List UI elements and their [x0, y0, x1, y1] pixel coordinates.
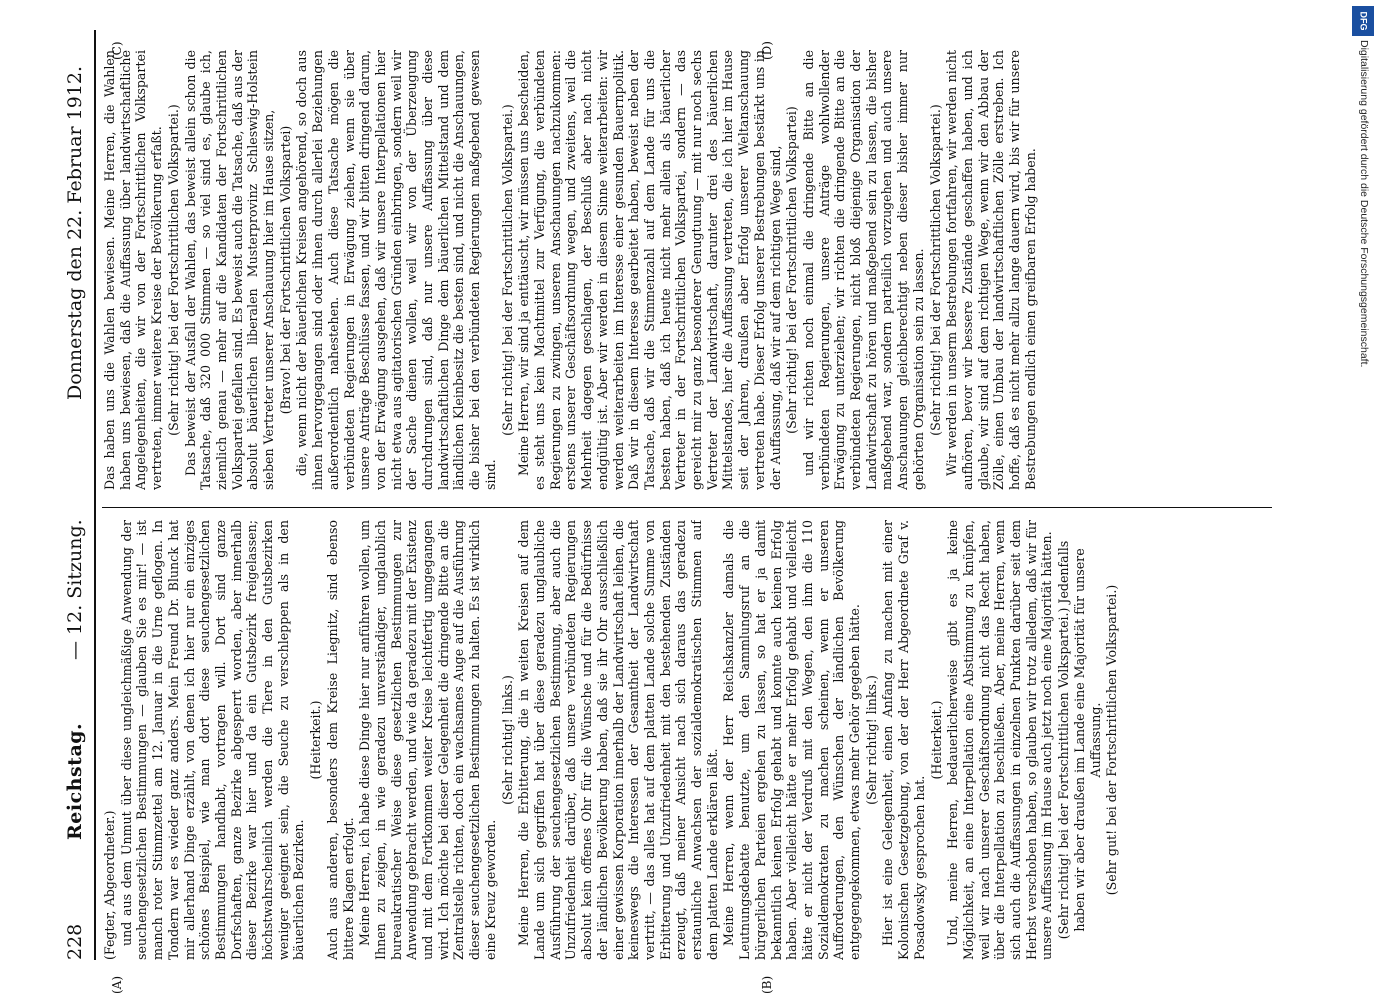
left-column-paragraph: Meine Herren, wenn der Herr Reichskanzler damals die Leutnungsdebatte benutzte, um den Sammlungsruf an die bürgerlichen Parteien ergehen zu lassen, so hat er ja damit bekanntlich keinen Erfolg gehabt und konnte auch keinen Erfolg haben. Aber vielleicht hätte er mehr Erfolg gehabt und vielleicht hätte er nicht der Verdruß mit den Wegen, den ihm die 110 Sozialdemokraten zu machen scheinen, wenn er unseren Aufforderungen, den Wünschen der ländlichen Bevölkerung entgegengekommen, etwas mehr Gehör gegeben hätte.: [721, 520, 863, 960]
left-column-paragraph: Auch aus anderen, besonders dem Kreise Liegnitz, sind ebenso bittere Klagen erfolgt.: [324, 520, 356, 960]
right-column-paragraph: und wir richten noch einmal die dringende Bitte an die verbündeten Regierungen, unsere Anträge wohlwollender Erwägung zu unterziehen; wir richten die dringende Bitte an die verbündeten Regierungen, nicht bloß diejenige Organisation der Landwirtschaft zu hören und maßgebend sein zu lassen, die bisher maßgebend war, sondern parteilich vorzugehen und auch unsere Anschauungen gleichberechtigt neben dieser bisher immer nur gehörten Organisation sein zu lassen.: [800, 50, 926, 490]
left-column-paragraph: (Sehr richtig! bei der Fortschrittlichen Volkspartei.) Jedenfalls haben wir aber draußen im Lande eine Majorität für unsere Auffassung.: [1056, 540, 1103, 940]
right-column-paragraph: Meine Herren, wir sind ja enttäuscht, wir müssen uns bescheiden, es steht uns kein Machtmittel zur Verfügung, die verbündeten Regierungen zu zwingen, unseren Anschauungen nachzukommen: erstens unserer Geschäftsordnung wegen, und zweitens, weil die Mehrheit dagegen geschlagen, der Beschluß aber nach nicht endgültig ist. Aber wir werden in diesem Sinne weiterarbeiten: wir werden weiterarbeiten im Interesse einer gesunden Bauernpolitik. Daß wir in diesem Interesse gearbeitet haben, beweist neben der Tatsache, daß wir die Stimmenzahl auf dem Lande für uns die besten haben, daß ich heute nicht mehr allein als bäuerlicher Vertreter in der Fortschrittlichen Volkspartei, sondern — das gereicht mir zu ganz besonderer Genugtuung — mit nur noch sechs Vertreter der Landwirtschaft, darunter drei des bäuerlichen Mittelstandes, hier die Auffassung vertreten, die ich hier im Hause seit der Jahren, draußen aber Erfolg unserer Weltanschauung vertreten habe. Dieser Erfolg unserer Bestrebungen bestärkt uns in der Auffassung, daß wir auf dem richtigen Wege sind,: [516, 50, 783, 490]
dfg-logo-icon: DFG: [1352, 6, 1374, 36]
column-divider: [102, 507, 1272, 508]
left-column-paragraph: Hier ist eine Gelegenheit, einen Anfang zu machen mit einer Kolonischen Gesetzgebung, von der der Herr Abgeordnete Graf v. Posadowsky gesprochen hat.: [880, 520, 927, 960]
left-column-paragraph: (Sehr gut! bei der Fortschrittlichen Volkspartei.): [1104, 584, 1120, 896]
right-column-paragraph: (Sehr richtig! bei der Fortschrittlichen Volkspartei.): [499, 104, 515, 436]
margin-marker-c: (C): [110, 41, 124, 60]
left-column-paragraph: Und, meine Herren, bedauerlicherweise gibt es ja keine Möglichkeit, an eine Interpellation eine Abstimmung zu knüpfen, weil wir nach unserer Geschäftsordnung nicht das Recht haben, über die Interpellation zu beschließen. Aber, meine Herren, wenn sich auch die Auffassungen in einzelnen Punkten darüber seit dem Herbst verschoben haben, so glauben wir trotz alledem, daß wir für unsere Auffassung im Hause auch jetzt noch eine Majorität hätten.: [945, 520, 1055, 960]
margin-marker-a: (A): [110, 975, 124, 994]
page-number: 228: [64, 923, 86, 960]
rotated-text-block: [60, 30, 1330, 994]
right-column-paragraph: (Sehr richtig! bei der Fortschrittlichen Volkspartei.): [927, 104, 943, 436]
right-column-paragraph: (Sehr richtig! bei der Fortschrittlichen Volkspartei.): [165, 104, 181, 436]
left-column-paragraph: Meine Herren, die Erbitterung, die in weiten Kreisen auf dem Lande um sich gegriffen hat über diese geradezu unglaubliche Ausführung der seuchengesetzlichen Bestimmung, aber auch die Unzufriedenheit darüber, daß unsere verbündeten Regierungen absolut kein offenes Ohr für die Wünsche und für die Bedürfnisse der ländlichen Bevölkerung haben, daß sie ihr Ohr ausschließlich einer gewissen Korporation innerhalb der Landwirtschaft leihen, die keineswegs die Interessen der Gesamtheit der Landwirtschaft vertritt, — das alles hat auf dem platten Lande solche Summe von Erbitterung und Unzufriedenheit mit den bestehenden Zuständen erzeugt, daß meiner Ansicht nach sich daraus das geradezu erstaunliche Anwachsen der sozialdemokratischen Stimmen auf dem platten Lande erklären läßt.: [516, 520, 720, 960]
left-column-paragraph: Meine Herren, ich habe diese Dinge hier nur anführen wollen, um Ihnen zu zeigen, in wie geradezu unverständiger, unglaublich bureaukratischer Weise diese gesetzlichen Bestimmungen zur Anwendung gebracht werden, und wie da geradezu mit der Existenz und mit dem Fortkommen weiter Kreise leichtfertig umgegangen wird. Ich möchte bei dieser Gelegenheit die dringende Bitte an die Zentralstelle richten, doch ein wachsames Auge auf die Ausführung dieser seuchengesetzlichen Bestimmungen zu halten. Es ist wirklich eine Kreuz geworden.: [357, 520, 498, 960]
publication-title: Reichstag.: [64, 722, 86, 840]
right-column-paragraph: Wir werden in unserm Bestrebungen fortfahren, wir werden nicht aufhören, bevor wir bessere Zustände geschaffen haben, und ich glaube, wir sind auf dem richtigen Wege, wenn wir den Abbau der Zölle, einen Umbau der landwirtschaftlichen Zölle erstreben. Ich hoffe, daß es nicht mehr allzu lange dauern wird, bis wir für unsere Bestrebungen endlich einen greifbaren Erfolg haben.: [944, 50, 1038, 490]
right-column-paragraph: (Sehr richtig! bei der Fortschrittlichen Volkspartei): [784, 106, 800, 434]
left-column-paragraph: (Fegter, Abgeordneter.): [102, 810, 117, 960]
left-column-paragraph: (Heiterkeit.): [928, 700, 944, 780]
margin-marker-b: (B): [760, 975, 774, 994]
left-column-paragraph: und aus dem Unmut über diese ungleichmäßige Anwendung der seuchengesetzlichen Bestimmungen — glauben Sie es mir! — ist manch roter Stimmzettel am 12. Januar in die Urne geflogen. In Tondern war es wieder ganz anders. Mein Freund Dr. Blunck hat mir allerhand Dinge erzählt, von denen ich hier nur ein einziges schönes Beispiel, wie man dort diese seuchengesetzlichen Bestimmungen handhabt, vortragen will. Dort sind ganze Dorfschaften, ganze Bezirke abgesperrt worden, aber innerhalb dieser Bezirke war hier und da ein Gutsbezirk freigelassen; höchstwahrscheinlich werden die Tiere in den Gutsbezirken weniger geeignet sein, die Seuche zu verschleppen als in den bäuerlichen Bezirken.: [118, 520, 307, 960]
right-column-paragraph: die, wenn nicht der bäuerlichen Kreisen angehörend, so doch aus ihnen hervorgegangen sind oder ihnen durch allerlei Beziehungen außerordentlich nahestehen. Auch diese Tatsache mögen die verbündeten Regierungen in Erwägung ziehen, wenn sie über unsere Anträge Beschlüsse fassen, und wir bitten dringend darum, von der Erwägung ausgehen, daß wir unsere Interpellationen hier nicht etwa aus agitatorischen Gründen einbringen, sondern weil wir der Sache dienen wollen, weil wir von der Überzeugung durchdrungen sind, daß nur unsere Auffassung über diese landwirtschaftlichen Dinge dem bäuerlichen Mittelstand und dem ländlichen Kleinbesitz die besten sind, und nicht die Anschauungen, die bisher bei den verbündeten Regierungen maßgebend gewesen sind.: [294, 50, 498, 490]
text-column-right: [102, 50, 1312, 490]
session-date: Donnerstag den 22. Februar 1912.: [64, 65, 86, 400]
session-label: — 12. Sitzung.: [64, 519, 86, 660]
right-column-paragraph: Das beweist der Ausfall der Wahlen, das beweist allein schon die Tatsache, daß 320 000 Stimmen — so viel sind es, glaube ich, ziemlich genau — mehr auf die Kandidaten der Fortschrittlichen Volkspartei gefallen sind. Es beweist auch die Tatsache, daß aus der absolut bäuerlichen liberalen Musterprovinz Schleswig-Holstein sieben Vertreter unserer Anschauung hier im Hause sitzen,: [182, 50, 277, 490]
left-column-paragraph: (Sehr richtig! links.): [863, 675, 879, 805]
margin-marker-d: (D): [760, 41, 774, 60]
text-column-left: [102, 520, 1312, 960]
right-column-paragraph: Das haben uns die Wahlen bewiesen. Meine Herren, die Wahlen haben uns bewiesen, daß die Auffassung über landwirtschaftliche Angelegenheiten, die wir von der Fortschrittlichen Volkspartei vertreten, immer weitere Kreise der Bevölkerung erfaßt.: [102, 50, 165, 490]
left-column-paragraph: (Sehr richtig! links.): [499, 675, 515, 805]
page-header: [60, 30, 96, 960]
right-column-paragraph: (Bravo! bei der Fortschrittlichen Volkspartei): [277, 125, 293, 415]
digitization-note: Digitalisierung gefördert durch die Deutsche Forschungsgemeinschaft.: [1358, 40, 1370, 368]
left-column-paragraph: (Heiterkeit.): [308, 700, 324, 780]
